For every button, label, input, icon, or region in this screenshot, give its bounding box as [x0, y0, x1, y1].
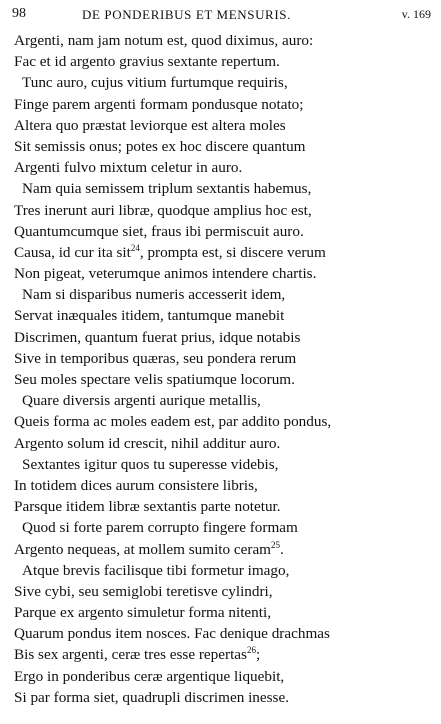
- verse-text: Queis forma ac moles eadem est, par addito pondus,: [14, 413, 332, 431]
- verse-text: Discrimen, quantum fuerat prius, idque notabis: [14, 328, 301, 346]
- verse-text: Sive cybi, seu semiglobi teretisve cylindri,: [14, 582, 273, 600]
- verse-line: [14, 327, 436, 348]
- verse-text: Parsque itidem libræ sextantis parte notetur.: [14, 498, 281, 516]
- verse-text: Nam quia semissem triplum sextantis habemus,: [22, 180, 312, 198]
- verse-text: Non pigeat, veterumque animos intendere chartis.: [14, 265, 317, 283]
- verse-text: Quarum pondus item nosces. Fac denique drachmas: [14, 625, 330, 643]
- verse-text: Tunc auro, cujus vitium furtumque requiris,: [22, 74, 288, 92]
- verse-line: [14, 305, 436, 326]
- verse-text-continued: ;: [255, 646, 261, 664]
- verse-line: [14, 602, 436, 623]
- running-head: DE PONDERIBUS ET MENSURIS.: [82, 7, 291, 22]
- verse-line: [14, 30, 436, 51]
- verse-text: Seu moles spectare velis spatiumque locorum.: [14, 371, 295, 388]
- verse-line: [14, 666, 436, 687]
- verse-reference: v. 169: [401, 7, 431, 21]
- verse-line: [14, 157, 436, 178]
- verse-text: Atque brevis facilisque tibi formetur imago,: [22, 561, 290, 579]
- verse-line: [14, 94, 436, 115]
- verse-line: [14, 200, 436, 221]
- verse-line: [14, 581, 436, 602]
- verse-text: In totidem dices aurum consistere libris,: [14, 476, 258, 494]
- verse-line: [14, 496, 436, 517]
- verse-text: Finge parem argenti formam pondusque notato;: [14, 95, 304, 113]
- verse-text-continued: .: [280, 540, 284, 558]
- verse-line: [14, 475, 436, 496]
- verse-line: [14, 623, 436, 644]
- verse-line: [14, 221, 436, 242]
- verse-line: [14, 284, 436, 305]
- verse-text: Sextantes igitur quos tu superesse videbis,: [22, 455, 279, 473]
- verse-line: [14, 369, 436, 390]
- verse-line: [14, 539, 436, 560]
- verse-line: [14, 242, 436, 263]
- page-number: 98: [12, 6, 26, 21]
- verse-line: [14, 115, 436, 136]
- verse-text-continued: , prompta est, si discere verum: [139, 243, 326, 261]
- verse-line: [14, 560, 436, 581]
- verse-text: Causa, id cur ita sit: [14, 243, 131, 261]
- verse-text: Quare diversis argenti aurique metallis,: [22, 392, 261, 410]
- verse-line: [14, 136, 436, 157]
- verse-text: Quod si forte parem corrupto fingere formam: [22, 519, 298, 537]
- verse-text: Sit semissis onus; potes ex hoc discere quantum: [14, 137, 306, 155]
- verse-text: Nam si disparibus numeris accesserit idem,: [22, 286, 286, 304]
- footnote-marker: 25: [271, 539, 280, 550]
- verse-line: [14, 644, 436, 665]
- verse-list: [14, 30, 436, 708]
- verse-text: Altera quo præstat leviorque est altera moles: [14, 116, 286, 134]
- verse-line: [14, 454, 436, 475]
- verse-text: Quantumcumque siet, fraus ibi permiscuit auro.: [14, 222, 304, 240]
- verse-text: Argenti fulvo mixtum celetur in auro.: [14, 159, 243, 177]
- footnote-marker: 26: [246, 645, 256, 656]
- verse-line: [14, 263, 436, 284]
- verse-text: Fac et id argento gravius sextante repertum.: [14, 53, 280, 71]
- verse-text: Argento nequeas, at mollem sumito ceram: [14, 540, 271, 558]
- verse-line: [14, 687, 436, 708]
- verse-text: Argenti, nam jam notum est, quod diximus, auro:: [14, 32, 314, 49]
- verse-line: [14, 348, 436, 369]
- verse-text: Bis sex argenti, ceræ tres esse repertas: [14, 646, 247, 664]
- verse-line: [14, 517, 436, 538]
- verse-text: Tres inerunt auri libræ, quodque amplius hoc est,: [14, 201, 312, 219]
- page-header: [12, 6, 431, 26]
- verse-line: [14, 51, 436, 72]
- verse-line: [14, 433, 436, 454]
- footnote-marker: 24: [130, 242, 140, 253]
- verse-line: [14, 390, 436, 411]
- verse-text: Servat inæquales itidem, tantumque manebit: [14, 307, 285, 325]
- verse-line: [14, 178, 436, 199]
- verse-text: Sive in temporibus quæras, seu pondera rerum: [14, 349, 297, 367]
- verse-line: [14, 411, 436, 432]
- verse-line: [14, 72, 436, 93]
- verse-text: Si par forma siet, quadrupli discrimen inesse.: [14, 688, 289, 706]
- verse-text: Parque ex argento simuletur forma nitenti,: [14, 604, 271, 622]
- verse-text: Ergo in ponderibus ceræ argentique liquebit,: [14, 667, 285, 685]
- verse-text: Argento solum id crescit, nihil additur auro.: [14, 434, 281, 452]
